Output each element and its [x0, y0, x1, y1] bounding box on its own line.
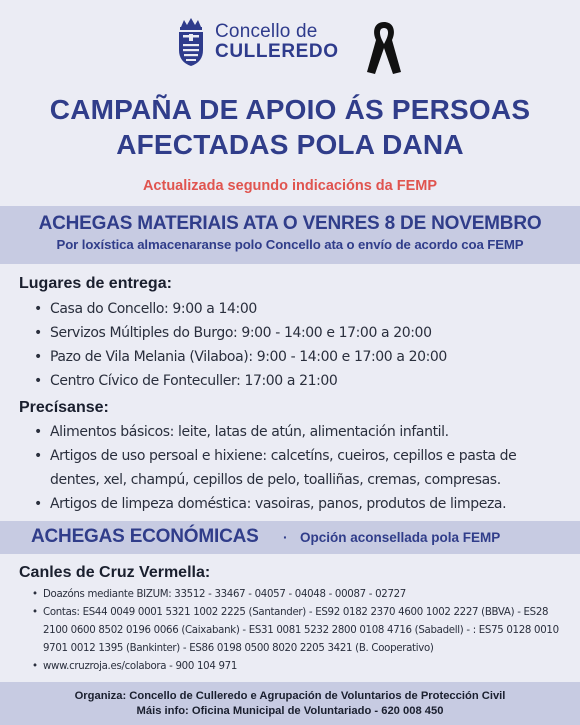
- footer-contact: Máis info: Oficina Municipal de Voluntariado - 620 008 450: [136, 705, 444, 717]
- list-item: • Contas: ES44 0049 0001 5321 1002 2225 (Santander) - ES92 0182 2370 4600 1002 2227 (BBVA) - ES28 2100 0600 8502 0196 0066 (Caixabank) - ES31 0081 5232 2800 0108 4716 (Sabadell) - : ES75 0128 0010 9701 0012 1395 (Bankinter) - ES86 0198 0500 8020 2205 3421 (B. Cooperativo): [32, 604, 572, 658]
- list-item: • Doazóns mediante BIZUM: 33512 - 33467 - 04057 - 04048 - 00087 - 02727: [32, 586, 572, 604]
- footer-organizer: Organiza: Concello de Culleredo e Agrupación de Voluntarios de Protección Civil: [74, 690, 506, 702]
- list-item: • Alimentos básicos: leite, latas de atún, alimentación infantil.: [34, 420, 554, 444]
- places-list: [34, 297, 554, 393]
- list-item[interactable]: • www.cruzroja.es/colabora - 900 104 971: [32, 658, 572, 676]
- places-heading: Lugares de entrega:: [19, 275, 172, 292]
- needs-list: [34, 420, 554, 516]
- page-title: [0, 92, 580, 162]
- update-notice: Actualizada segundo indicacións da FEMP: [142, 178, 438, 194]
- mourning-ribbon-icon: [364, 18, 404, 76]
- list-item: • Casa do Concello: 9:00 a 14:00: [34, 297, 554, 321]
- list-item: • Servizos Múltiples do Burgo: 9:00 - 14:00 e 17:00 a 20:00: [34, 321, 554, 345]
- logo-line-1: Concello de: [215, 21, 318, 43]
- title-line-2: AFECTADAS POLA DANA: [116, 129, 464, 160]
- list-item: • Artigos de uso persoal e hixiene: calcetíns, cueiros, cepillos e pasta de dentes, xel, champú, cepillos de pelo, toalliñas, cremas, compresas.: [34, 444, 554, 492]
- economic-note: Opción aconsellada pola FEMP: [300, 530, 501, 545]
- concello-logo[interactable]: [175, 17, 339, 67]
- channels-list: [32, 586, 572, 676]
- logo-line-2: CULLEREDO: [215, 41, 339, 62]
- material-subheading: Por loxística almacenaranse polo Concello ata o envío de acordo coa FEMP: [56, 237, 524, 252]
- material-heading: ACHEGAS MATERIAIS ATA O VENRES 8 DE NOVEMBRO: [38, 213, 542, 234]
- list-item: • Centro Cívico de Fonteculler: 17:00 a 21:00: [34, 369, 554, 393]
- separator-dot: ·: [283, 529, 288, 545]
- title-line-1: CAMPAÑA DE APOIO ÁS PERSOAS: [49, 94, 531, 125]
- footer: [0, 682, 580, 725]
- economic-heading: ACHEGAS ECONÓMICAS: [31, 526, 259, 547]
- economic-band: [0, 521, 580, 554]
- channels-heading: Canles de Cruz Vermella:: [19, 564, 211, 581]
- needs-heading: Precísanse:: [19, 399, 109, 416]
- coat-of-arms-icon: [175, 17, 207, 67]
- list-item: • Pazo de Vila Melania (Vilaboa): 9:00 - 14:00 e 17:00 a 20:00: [34, 345, 554, 369]
- list-item: • Artigos de limpeza doméstica: vasoiras, panos, produtos de limpeza.: [34, 492, 554, 516]
- material-band: [0, 206, 580, 264]
- header: [0, 0, 580, 80]
